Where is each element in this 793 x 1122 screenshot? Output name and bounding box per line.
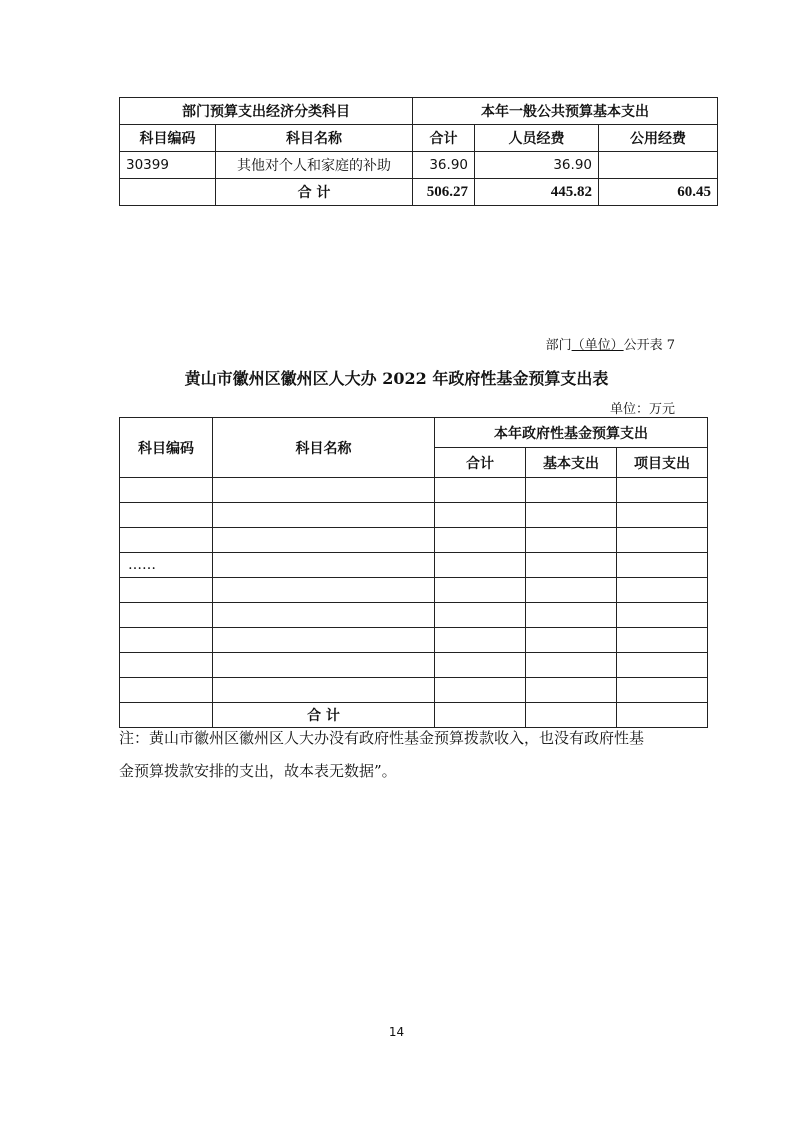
header-general-budget-basic: 本年一般公共预算基本支出 <box>413 98 718 125</box>
table-row <box>120 678 708 703</box>
table-row <box>120 152 718 179</box>
table-row <box>120 528 708 553</box>
total-public: 60.45 <box>599 179 718 206</box>
table-row <box>120 578 708 603</box>
row-personnel: 36.90 <box>475 152 599 179</box>
col-name: 科目名称 <box>216 125 413 152</box>
tag-unit: （单位） <box>571 338 624 353</box>
government-fund-table <box>119 417 708 728</box>
total-row <box>120 703 708 728</box>
table-row <box>120 478 708 503</box>
row-name: 其他对个人和家庭的补助 <box>216 152 413 179</box>
form-tag <box>546 334 675 353</box>
col-project: 项目支出 <box>617 448 708 478</box>
col-basic: 基本支出 <box>526 448 617 478</box>
page-title: 黄山市徽州区徽州区人大办 2022 年政府性基金预算支出表 <box>184 369 609 388</box>
total-label: 合 计 <box>213 703 435 728</box>
table-row <box>120 653 708 678</box>
row-code: 30399 <box>120 152 216 179</box>
note-line-1: 注：黄山市徽州区徽州区人大办没有政府性基金预算拨款收入，也没有政府性基 <box>119 729 645 747</box>
col-total: 合计 <box>413 125 475 152</box>
tag-suffix: 公开表 7 <box>623 338 675 353</box>
table-row <box>120 628 708 653</box>
table-row <box>120 553 708 578</box>
page-number: 14 <box>388 1025 405 1039</box>
note-line-2: 金预算拨款安排的支出，故本表无数据”。 <box>119 762 397 780</box>
col-total: 合计 <box>435 448 526 478</box>
total-total: 506.27 <box>413 179 475 206</box>
header-economic-classification: 部门预算支出经济分类科目 <box>120 98 413 125</box>
unit-label: 单位：万元 <box>609 402 675 417</box>
table-row <box>120 503 708 528</box>
total-label: 合 计 <box>216 179 413 206</box>
ellipsis: …… <box>120 553 213 578</box>
col-personnel: 人员经费 <box>475 125 599 152</box>
economic-classification-table <box>119 97 718 206</box>
col-code: 科目编码 <box>120 125 216 152</box>
col-public: 公用经费 <box>599 125 718 152</box>
table-row <box>120 603 708 628</box>
col-name: 科目名称 <box>213 418 435 478</box>
total-personnel: 445.82 <box>475 179 599 206</box>
total-row <box>120 179 718 206</box>
tag-prefix: 部门 <box>545 338 572 353</box>
row-total: 36.90 <box>413 152 475 179</box>
header-fund-expenditure: 本年政府性基金预算支出 <box>435 418 708 448</box>
row-public <box>599 152 718 179</box>
col-code: 科目编码 <box>120 418 213 478</box>
